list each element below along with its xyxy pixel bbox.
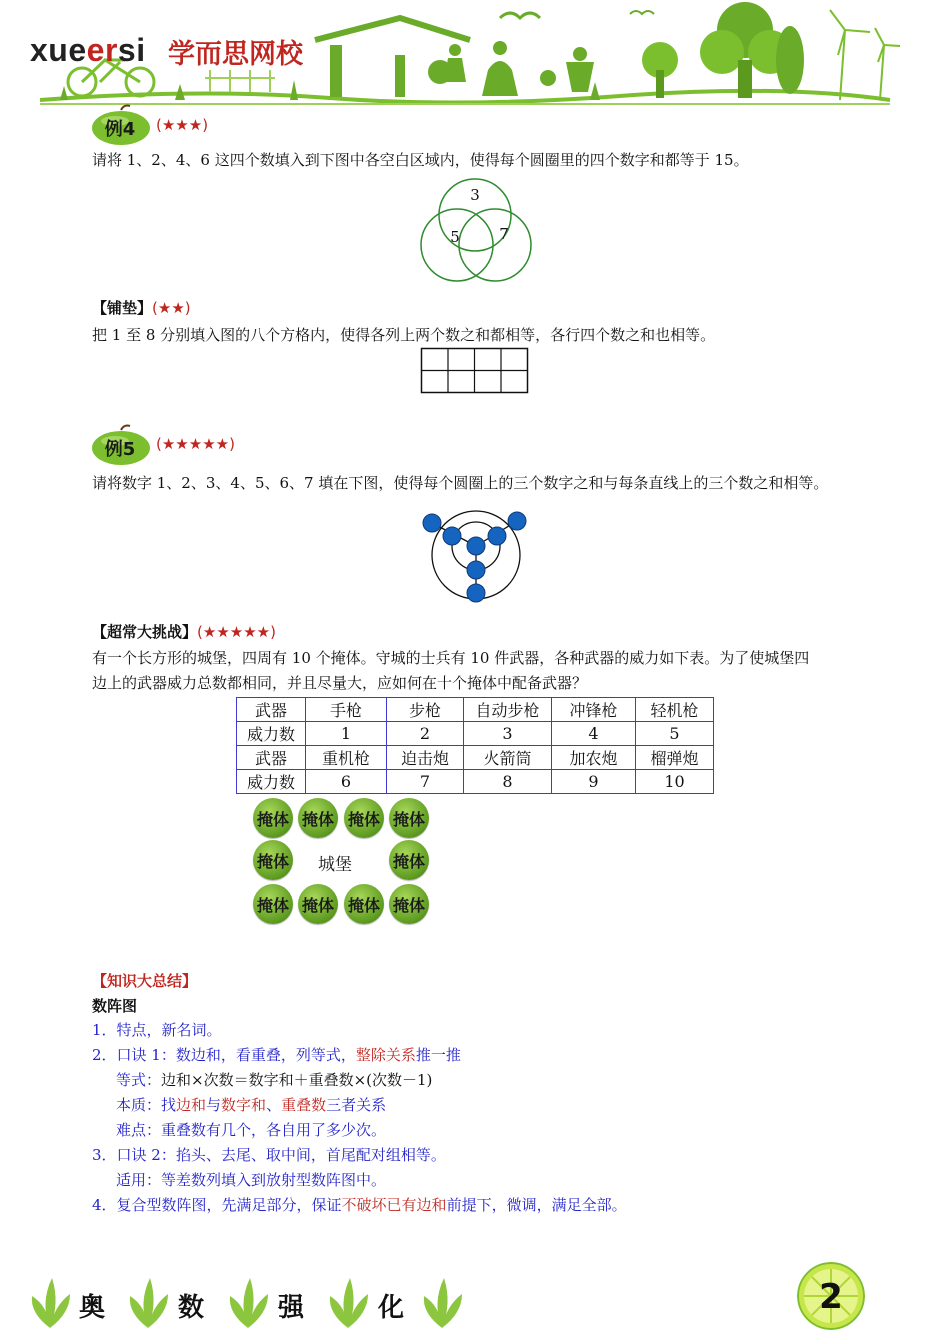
challenge-title: 【超常大挑战】 <box>92 623 198 641</box>
table-cell: 武器 <box>237 746 306 770</box>
bunker: 掩体 <box>344 884 384 924</box>
challenge-text-line1: 有一个长方形的城堡，四周有 10 个掩体。守城的士兵有 10 件武器，各种武器的威力如下表。为了使城堡四 <box>92 649 810 667</box>
table-cell: 手枪 <box>306 698 387 722</box>
table-cell: 迫击炮 <box>387 746 464 770</box>
venn-given-number: 3 <box>470 186 480 204</box>
table-cell: 7 <box>387 770 464 794</box>
prep-heading <box>92 297 191 318</box>
weapon-power-table <box>236 697 714 794</box>
footer-char: 强 <box>278 1293 305 1323</box>
footer-char: 奥 <box>79 1293 106 1323</box>
example4-badge <box>90 104 152 146</box>
table-cell: 自动步枪 <box>464 698 552 722</box>
summary-line-3: 等式：边和×次数＝数字和＋重叠数×(次数－1) <box>116 1071 433 1089</box>
sprout-icon <box>130 1278 168 1328</box>
bunker: 掩体 <box>253 884 293 924</box>
table-cell: 榴弹炮 <box>636 746 714 770</box>
footer-char: 数 <box>178 1293 205 1323</box>
summary-line-6: 3．口诀 2：掐头、去尾、取中间，首尾配对组相等。 <box>92 1146 446 1164</box>
sprout-icon <box>330 1278 368 1328</box>
challenge-heading <box>92 621 276 642</box>
summary-title: 【知识大总结】 <box>92 972 198 990</box>
challenge-text-line2: 边上的武器威力总数都相同，并且尽量大，应如何在十个掩体中配备武器？ <box>92 674 588 692</box>
table-cell: 8 <box>464 770 552 794</box>
footer-char: 化 <box>378 1293 405 1323</box>
castle-label: 城堡 <box>318 855 352 875</box>
table-cell: 3 <box>464 722 552 746</box>
summary-line-7: 适用：等差数列填入到放射型数阵图中。 <box>116 1171 387 1189</box>
venn-given-number: 5 <box>450 228 460 246</box>
summary-subtitle: 数阵图 <box>92 997 138 1015</box>
example5-badge <box>90 424 152 466</box>
example5-stars: (★★★★★) <box>156 435 235 453</box>
example5-badge-text: 例5 <box>104 439 136 460</box>
brand-logo-cn: 学而思网校 <box>168 39 303 70</box>
brand-logo-en: xueersi <box>30 32 146 68</box>
table-cell: 轻机枪 <box>636 698 714 722</box>
table-cell: 冲锋枪 <box>552 698 636 722</box>
table-cell: 威力数 <box>237 770 306 794</box>
concentric-circle-number-diagram <box>410 500 545 610</box>
table-cell: 5 <box>636 722 714 746</box>
three-circle-venn-diagram <box>410 170 545 290</box>
summary-line-5: 难点：重叠数有几个，各自用了多少次。 <box>116 1121 387 1139</box>
diagram-node <box>423 514 441 532</box>
bunker: 掩体 <box>389 840 429 880</box>
example4-text: 请将 1、2、4、6 这四个数填入到下图中各空白区域内，使得每个圆圈里的四个数字和都等于 15。 <box>92 151 749 169</box>
table-cell: 2 <box>387 722 464 746</box>
table-cell: 武器 <box>237 698 306 722</box>
table-cell: 火箭筒 <box>464 746 552 770</box>
page-number-badge <box>797 1262 865 1330</box>
diagram-node <box>443 527 461 545</box>
table-row <box>237 770 714 794</box>
summary-line-4: 本质：找边和与数字和、重叠数三者关系 <box>116 1096 387 1114</box>
bunker: 掩体 <box>389 798 429 838</box>
venn-given-number: 7 <box>499 225 509 243</box>
prep-stars: (★★) <box>152 299 191 317</box>
summary-line-8: 4．复合型数阵图，先满足部分，保证不破坏已有边和前提下，微调，满足全部。 <box>92 1196 627 1214</box>
table-cell: 10 <box>636 770 714 794</box>
example5-text: 请将数字 1、2、3、4、5、6、7 填在下图，使得每个圆圈上的三个数字之和与每条直线上的三个数之和相等。 <box>92 474 829 492</box>
diagram-node <box>467 584 485 602</box>
diagram-node <box>488 527 506 545</box>
example4-stars: (★★★) <box>156 116 209 134</box>
summary-line-1: 1．特点，新名词。 <box>92 1021 222 1039</box>
prep-title: 【铺垫】 <box>92 299 153 317</box>
prep-text: 把 1 至 8 分别填入图的八个方格内，使得各列上两个数之和都相等，各行四个数之和也相等。 <box>92 326 716 344</box>
bunker: 掩体 <box>298 884 338 924</box>
diagram-node <box>467 537 485 555</box>
two-by-four-grid <box>420 347 530 394</box>
sprout-icon <box>230 1278 268 1328</box>
summary-line-2: 2．口诀 1：数边和，看重叠，列等式，整除关系推一推 <box>92 1046 461 1064</box>
bunker: 掩体 <box>344 798 384 838</box>
bunker: 掩体 <box>253 798 293 838</box>
bunker: 掩体 <box>389 884 429 924</box>
page-number: 2 <box>819 1277 843 1317</box>
example4-badge-text: 例4 <box>104 119 136 140</box>
table-cell: 加农炮 <box>552 746 636 770</box>
diagram-node <box>467 561 485 579</box>
table-row <box>237 746 714 770</box>
table-cell: 重机枪 <box>306 746 387 770</box>
table-cell: 威力数 <box>237 722 306 746</box>
diagram-node <box>508 512 526 530</box>
challenge-stars: (★★★★★) <box>197 623 276 641</box>
sprout-icon <box>424 1278 462 1328</box>
table-cell: 6 <box>306 770 387 794</box>
table-row <box>237 722 714 746</box>
sprout-icon <box>32 1278 70 1328</box>
bunker: 掩体 <box>298 798 338 838</box>
bunker: 掩体 <box>253 840 293 880</box>
table-cell: 4 <box>552 722 636 746</box>
table-cell: 9 <box>552 770 636 794</box>
table-row <box>237 698 714 722</box>
table-cell: 步枪 <box>387 698 464 722</box>
table-cell: 1 <box>306 722 387 746</box>
page-header <box>0 0 950 110</box>
